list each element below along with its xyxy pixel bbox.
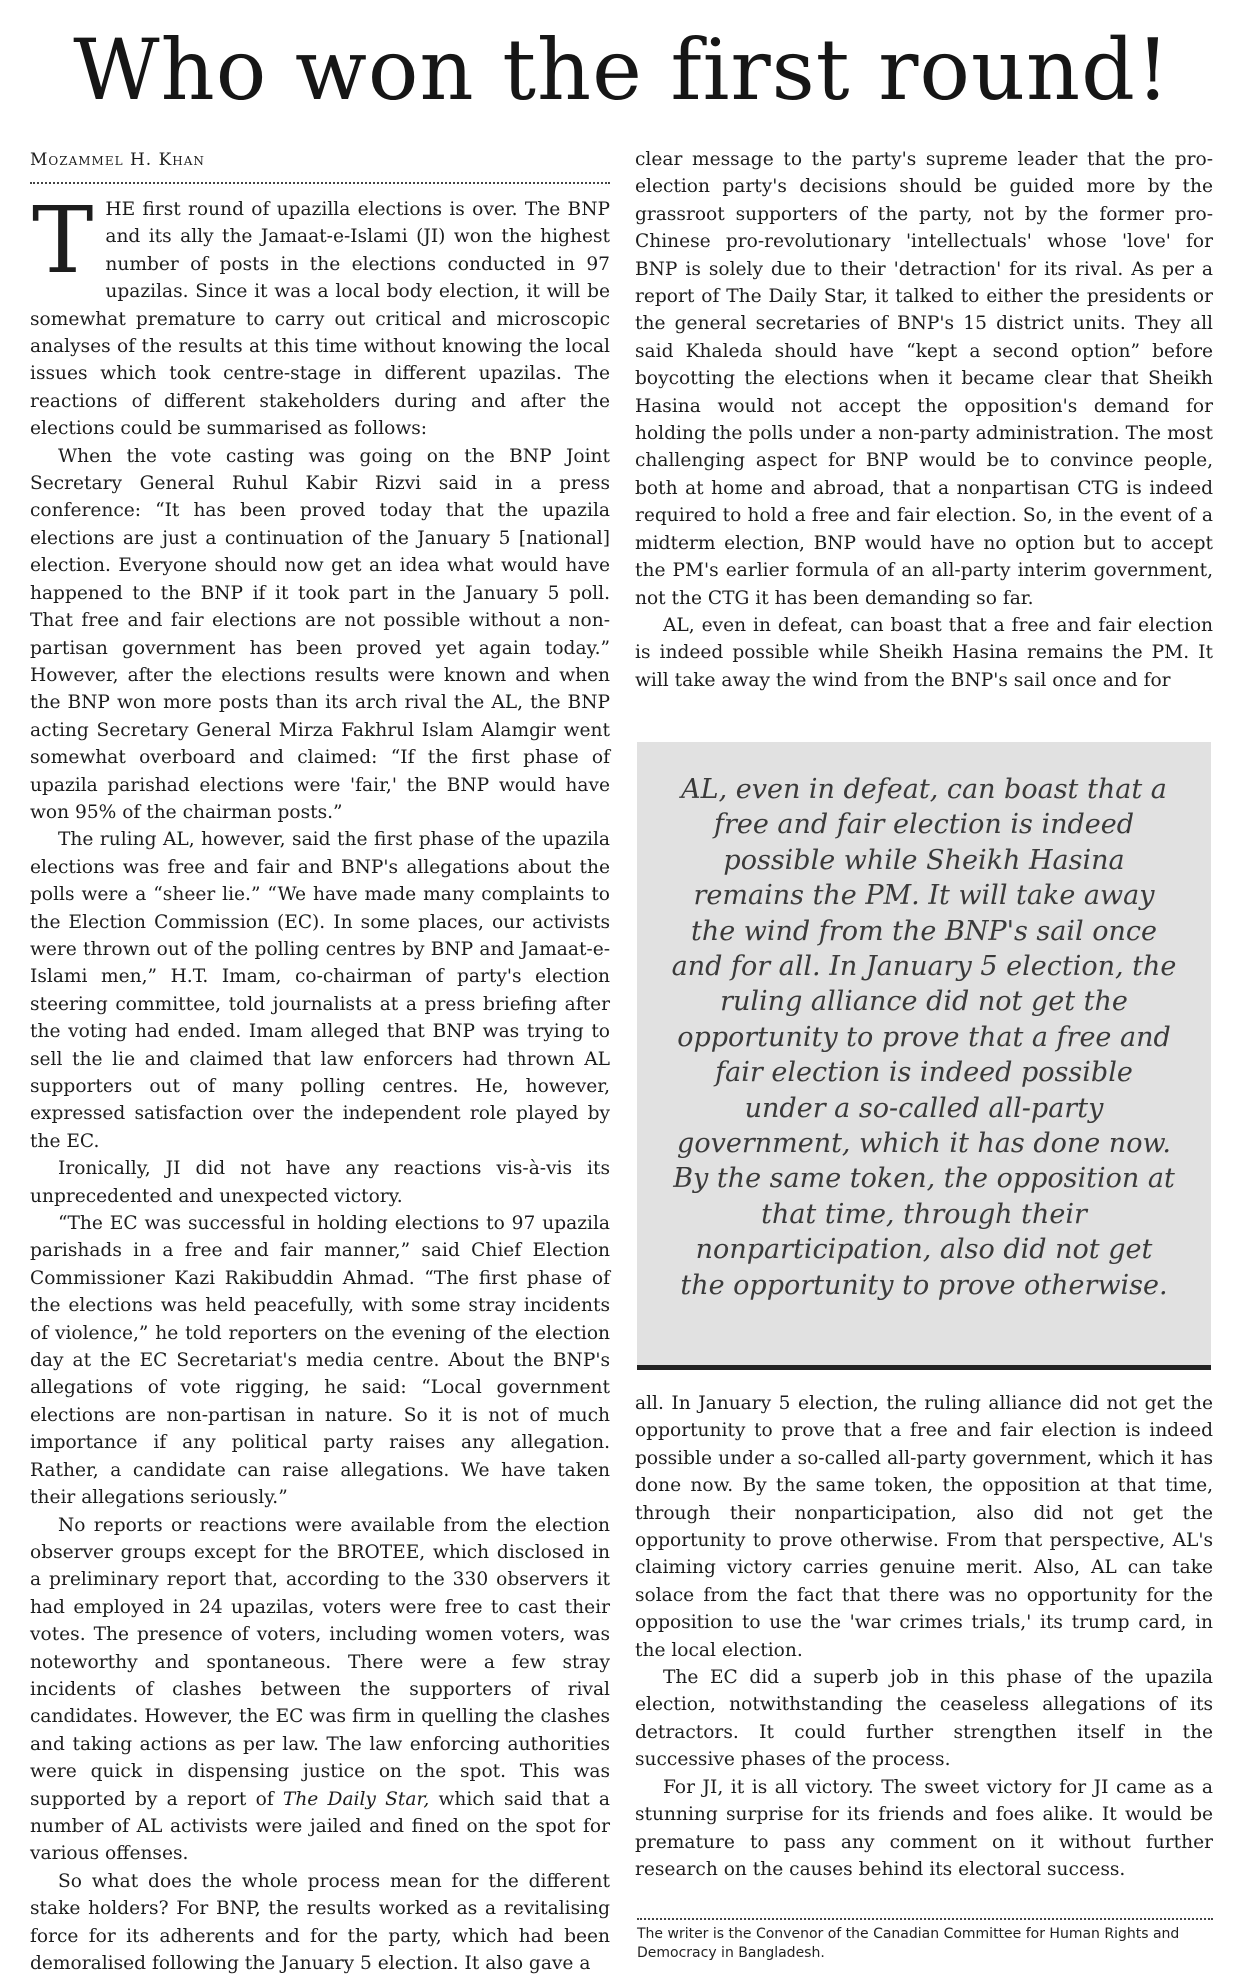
paragraph-observers (30, 1512, 610, 1868)
paragraph-al-defeat: AL, even in defeat, can boast that a free and fair election is indeed possible while Sheikh Hasina remains the PM. It will take away the wind from the BNP's sail once and for (635, 614, 1213, 691)
pull-quote-text: AL, even in defeat, can boast that a free and fair election is indeed possible while Sheikh Hasina remains the PM. It will take away the wind from the BNP's sail once and for all. In January 5 election, the ruling alliance did not get the opportunity to prove that a free and fair election is indeed possible under a so-called all-party government, which it has done now. By the same token, the opposition at that time, through their nonparticipation, also did not get the opportunity to prove otherwise. (671, 774, 1177, 1301)
observers-text-b: which said that a number of AL activists were jailed and fined on the spot for various offenses. (30, 1788, 610, 1865)
drop-cap: T (32, 187, 94, 294)
author-footnote: The writer is the Convenor of the Canadian Committee for Human Rights and Democracy in Bangladesh. (637, 1926, 1180, 1961)
paragraph-intro (30, 187, 610, 443)
left-column (30, 146, 610, 1977)
paragraph-bnp-reaction: When the vote casting was going on the BNP Joint Secretary General Ruhul Kabir Rizvi said in a press conference: “It has been proved today that the upazila elections are just a continuation of the January 5 [national] election. Everyone should now get an idea what would have happened to the BNP if it took part in the January 5 poll. That free and fair elections are not possible without a non-partisan government has been proved yet again today.” However, after the elections results were known and when the BNP won more posts than its arch rival the AL, the BNP acting Secretary General Mirza Fakhrul Islam Alamgir went somewhat overboard and claimed: “If the first phase of upazila parishad elections were 'fair,' the BNP would have won 95% of the chairman posts.” (30, 445, 610, 823)
observers-text-a: No reports or reactions were available from the election observer groups except for the BROTEE, which disclosed in a preliminary report that, according to the 330 observers it had employed in 24 upazilas, voters were free to cast their votes. The presence of voters, including women voters, was noteworthy and spontaneous. There were a few stray incidents of clashes between the supporters of rival candidates. However, the EC was firm in quelling the clashes and taking actions as per law. The law enforcing authorities were quick in dispensing justice on the spot. This was supported by a report of (30, 1514, 610, 1810)
byline-divider (30, 182, 610, 184)
paragraph-ji-victory: For JI, it is all victory. The sweet victory for JI came as a stunning surprise for its friends and foes alike. It would be premature to pass any comment on it without further research on the causes behind its electoral success. (635, 1776, 1213, 1880)
footnote-divider (637, 1918, 1213, 1920)
newspaper-title-italic: The Daily Star, (282, 1788, 430, 1810)
article-headline: Who won the first round! (73, 21, 1171, 119)
author-byline: Mozammel H. Khan (30, 150, 205, 170)
paragraph-meaning: So what does the whole process mean for the different stake holders? For BNP, the results worked as a revitalising force for its adherents and for the party, which had been demoralised following the January 5 election. It also gave a (30, 1870, 610, 1974)
paragraph-ji-reaction: Ironically, JI did not have any reactions vis-à-vis its unprecedented and unexpected victory. (30, 1158, 610, 1207)
pull-quote-box (637, 742, 1211, 1370)
paragraph-al-reaction: The ruling AL, however, said the first phase of the upazila elections was free and fair and BNP's allegations about the polls were a “sheer lie.” “We have made many complaints to the Election Commission (EC). In some places, our activists were thrown out of the polling centres by BNP and Jamaat-e-Islami men,” H.T. Imam, co-chairman of party's election steering committee, told journalists at a press briefing after the voting had ended. Imam alleged that BNP was trying to sell the lie and claimed that law enforcers had thrown AL supporters out of many polling centres. He, however, expressed satisfaction over the independent role played by the EC. (30, 829, 610, 1152)
right-column-top (635, 146, 1213, 694)
paragraph-intro-text: HE first round of upazilla elections is over. The BNP and its ally the Jamaat-e-Islami (JI) won the highest number of posts in the elections conducted in 97 upazilas. Since it was a local body election, it will be somewhat premature to carry out critical and microscopic analyses of the results at this time without knowing the local issues which took centre-stage in different upazilas. The reactions of different stakeholders during and after the elections could be summarised as follows: (30, 199, 610, 440)
paragraph-ec-reaction: “The EC was successful in holding elections to 97 upazila parishads in a free and fair manner,” said Chief Election Commissioner Kazi Rakibuddin Ahmad. “The first phase of the elections was held peacefully, with some stray incidents of violence,” he told reporters on the evening of the election day at the EC Secretariat's media centre. About the BNP's allegations of vote rigging, he said: “Local government elections are non-partisan in nature. So it is not of much importance if any political party raises any allegation. Rather, a candidate can raise allegations. We have taken their allegations seriously.” (30, 1213, 610, 1509)
paragraph-continued: clear message to the party's supreme leader that the pro-election party's decisions should be guided more by the grassroot supporters of the party, not by the former pro-Chinese pro-revolutionary 'intellectuals' whose 'love' for BNP is solely due to their 'detraction' for its rival. As per a report of The Daily Star, it talked to either the presidents or the general secretaries of BNP's 15 district units. They all said Khaleda should have “kept a second option” before boycotting the elections when it became clear that Sheikh Hasina would not accept the opposition's demand for holding the polls under a non-party administration. The most challenging aspect for BNP would be to convince people, both at home and abroad, that a nonpartisan CTG is indeed required to hold a free and fair election. So, in the event of a midterm election, BNP would have no option but to accept the PM's earlier formula of an all-party interim government, not the CTG it has been demanding so far. (635, 149, 1213, 609)
paragraph-continued-2: all. In January 5 election, the ruling alliance did not get the opportunity to prove that a free and fair election is indeed possible under a so-called all-party government, which it has done now. By the same token, the opposition at that time, through their nonparticipation, also did not get the opportunity to prove otherwise. From that perspective, AL's claiming victory carries genuine merit. Also, AL can take solace from the fact that there was no opportunity for the opposition to use the 'war crimes trials,' its trump card, in the local election. (635, 1393, 1213, 1661)
paragraph-ec-job: The EC did a superb job in this phase of the upazila election, notwithstanding the ceaseless allegations of its detractors. It could further strengthen itself in the successive phases of the process. (635, 1667, 1213, 1771)
right-column-bottom (635, 1390, 1213, 1883)
